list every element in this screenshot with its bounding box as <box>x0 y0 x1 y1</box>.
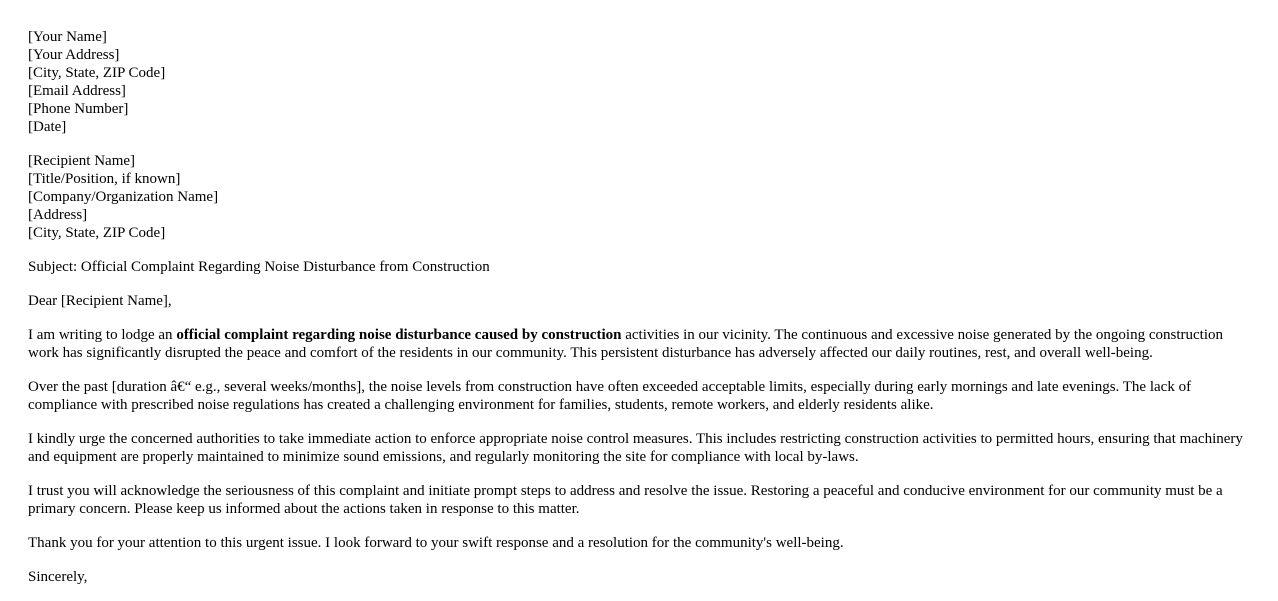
recipient-company: [Company/Organization Name] <box>28 189 219 205</box>
paragraph-duration: Over the past [duration â€“ e.g., several weeks/months], the noise levels from construction have often exceeded acceptable limits, especially during early mornings and late evenings. The lack of compliance with prescribed noise regulations has created a challenging environment for families, students, remote workers, and elderly residents alike. <box>28 379 1192 413</box>
sender-phone: [Phone Number] <box>28 101 129 117</box>
paragraph-intro-emphasis: official complaint regarding noise disturbance caused by construction <box>176 327 622 343</box>
sender-date: [Date] <box>28 119 67 135</box>
recipient-name: [Recipient Name] <box>28 153 136 169</box>
recipient-city: [City, State, ZIP Code] <box>28 225 166 241</box>
paragraph-intro-start: I am writing to lodge an <box>28 327 177 343</box>
salutation: Dear [Recipient Name], <box>28 293 172 309</box>
sender-address: [Your Address] <box>28 47 120 63</box>
paragraph-trust: I trust you will acknowledge the seriousness of this complaint and initiate prompt steps to address and resolve the issue. Restoring a peaceful and conducive environment for our community must be a primary concern. Please keep us informed about the actions taken in response to this matter. <box>28 483 1223 517</box>
paragraph-intro <box>28 326 1250 362</box>
recipient-address: [Address] <box>28 207 88 223</box>
sender-name: [Your Name] <box>28 29 107 45</box>
sender-block <box>28 28 1250 136</box>
recipient-title: [Title/Position, if known] <box>28 171 181 187</box>
sender-city: [City, State, ZIP Code] <box>28 65 166 81</box>
recipient-block <box>28 152 1250 242</box>
paragraph-thanks: Thank you for your attention to this urgent issue. I look forward to your swift response and a resolution for the community's well-being. <box>28 535 844 551</box>
closing: Sincerely, <box>28 569 88 585</box>
subject-line: Subject: Official Complaint Regarding Noise Disturbance from Construction <box>28 259 490 275</box>
paragraph-request: I kindly urge the concerned authorities to take immediate action to enforce appropriate noise control measures. This includes restricting construction activities to permitted hours, ensuring that machinery and equipment are properly maintained to minimize sound emissions, and regularly monitoring the site for compliance with local by-laws. <box>28 431 1243 465</box>
sender-email: [Email Address] <box>28 83 126 99</box>
paragraph-intro-end: activities in our vicinity. The continuous and excessive noise generated by the ongoing construction work has significantly disrupted the peace and comfort of the residents in our community. This persistent disturbance has adversely affected our daily routines, rest, and overall well-being. <box>28 327 1223 361</box>
